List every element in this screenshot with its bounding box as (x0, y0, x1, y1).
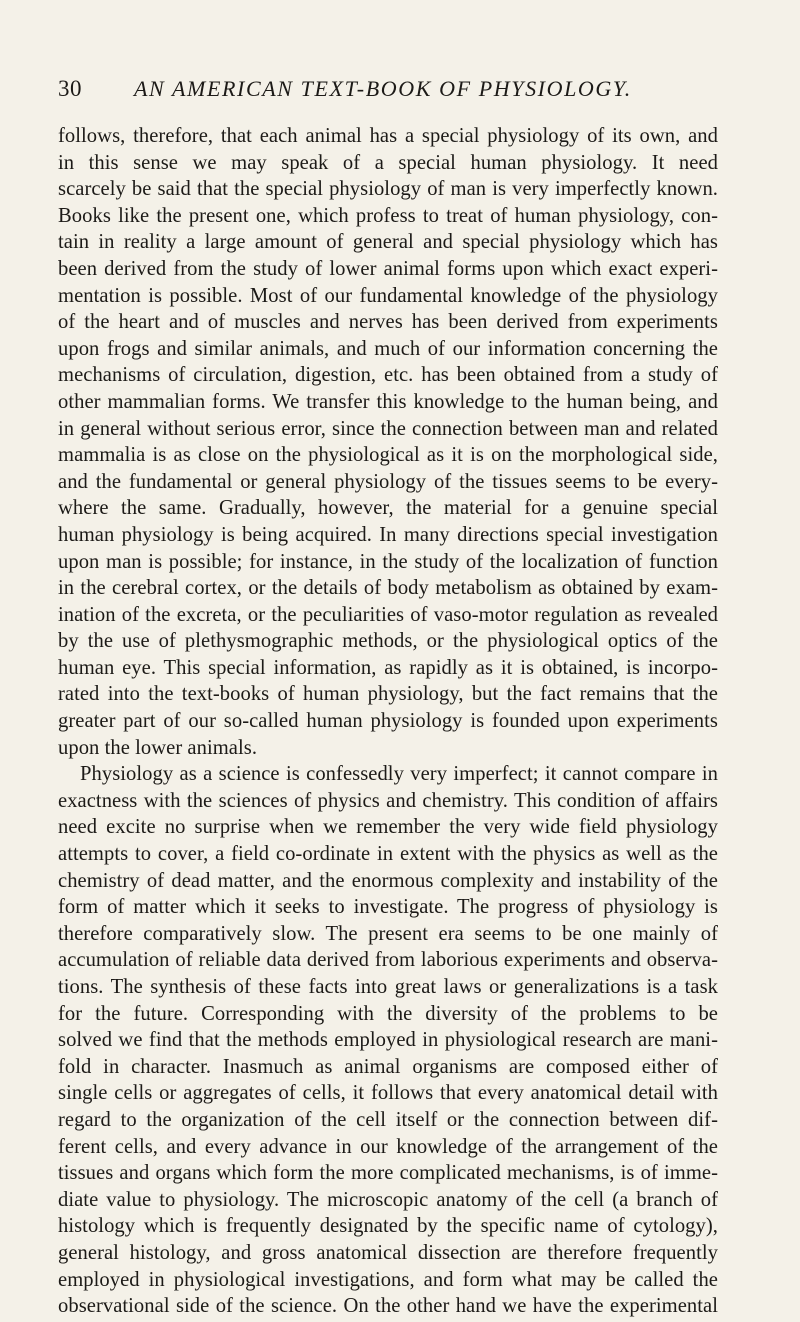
text-line: Physiology as a science is confessedly very imperfect; it cannot compare in (80, 763, 718, 786)
text-line: chemistry of dead matter, and the enormous complexity and instability of the (58, 869, 718, 892)
text-line: mentation is possible. Most of our fundamental knowledge of the physiology (58, 284, 718, 307)
text-line: therefore comparatively slow. The present era seems to be one mainly of (58, 922, 718, 945)
text-line: general histology, and gross anatomical dissection are therefore frequently (58, 1241, 718, 1264)
text-line: tain in reality a large amount of general and special physiology which has (58, 231, 718, 254)
text-line: exactness with the sciences of physics and chemistry. This condition of affairs (58, 789, 718, 812)
text-line: in general without serious error, since the connection between man and related (58, 417, 718, 440)
text-line: diate value to physiology. The microscopic anatomy of the cell (a branch of (58, 1188, 718, 1211)
text-line: mammalia is as close on the physiological as it is on the morphological side, (58, 444, 718, 467)
text-line: Books like the present one, which profess to treat of human physiology, con- (58, 204, 718, 227)
text-line: ferent cells, and every advance in our knowledge of the arrangement of the (58, 1135, 718, 1158)
text-line: been derived from the study of lower animal forms upon which exact experi- (58, 257, 718, 280)
text-line: human physiology is being acquired. In many directions special investigation (58, 523, 718, 546)
paragraph (58, 123, 718, 761)
text-line: follows, therefore, that each animal has a special physiology of its own, and (58, 125, 718, 147)
text-line: upon frogs and similar animals, and much of our information concerning the (58, 337, 718, 360)
text-line: human eye. This special information, as rapidly as it is obtained, is incorpo- (58, 656, 718, 679)
text-line: by the use of plethysmographic methods, or the physiological optics of the (58, 630, 718, 653)
paragraph (58, 761, 718, 1319)
text-line: single cells or aggregates of cells, it follows that every anatomical detail with (58, 1082, 718, 1105)
text-line: upon man is possible; for instance, in the study of the localization of function (58, 550, 718, 573)
page-number: 30 (58, 76, 82, 101)
text-line: greater part of our so-called human physiology is founded upon experiments (58, 710, 718, 733)
text-line: fold in character. Inasmuch as animal organisms are composed either of (58, 1055, 718, 1078)
text-line: where the same. Gradually, however, the material for a genuine special (58, 497, 718, 520)
text-line: upon the lower animals. (58, 736, 258, 759)
text-line: other mammalian forms. We transfer this knowledge to the human being, and (58, 390, 718, 413)
text-line: form of matter which it seeks to investigate. The progress of physiology is (58, 896, 718, 919)
text-line: tissues and organs which form the more complicated mechanisms, is of imme- (58, 1162, 718, 1185)
text-line: ination of the excreta, or the peculiarities of vaso-motor regulation as revealed (58, 603, 718, 626)
text-line: tions. The synthesis of these facts into great laws or generalizations is a task (58, 976, 718, 998)
text-line: employed in physiological investigations, and form what may be called the (58, 1268, 718, 1291)
text-line: in this sense we may speak of a special human physiology. It need (58, 151, 718, 174)
text-line: scarcely be said that the special physiology of man is very imperfectly known. (58, 178, 718, 201)
text-line: need excite no surprise when we remember the very wide field physiology (58, 816, 718, 839)
text-line: attempts to cover, a field co-ordinate in extent with the physics as well as the (58, 843, 718, 866)
text-line: accumulation of reliable data derived from laborious experiments and observa- (58, 949, 718, 972)
text-line: solved we find that the methods employed in physiological research are mani- (58, 1029, 718, 1052)
text-line: histology which is frequently designated by the specific name of cytology), (58, 1215, 718, 1238)
text-line: regard to the organization of the cell itself or the connection between dif- (58, 1108, 718, 1131)
text-line: rated into the text-books of human physiology, but the fact remains that the (58, 683, 718, 706)
text-line: mechanisms of circulation, digestion, etc. has been obtained from a study of (58, 364, 718, 387)
text-line: of the heart and of muscles and nerves has been derived from experiments (58, 311, 718, 334)
text-line: in the cerebral cortex, or the details of body metabolism as obtained by exam- (58, 577, 718, 600)
text-line: and the fundamental or general physiology of the tissues seems to be every- (58, 470, 718, 493)
page-header (58, 76, 718, 106)
body-text (58, 123, 718, 1320)
text-line: observational side of the science. On the other hand we have the experimental (58, 1295, 718, 1318)
running-head: AN AMERICAN TEXT-BOOK OF PHYSIOLOGY. (134, 76, 632, 101)
text-line: for the future. Corresponding with the diversity of the problems to be (58, 1002, 718, 1025)
